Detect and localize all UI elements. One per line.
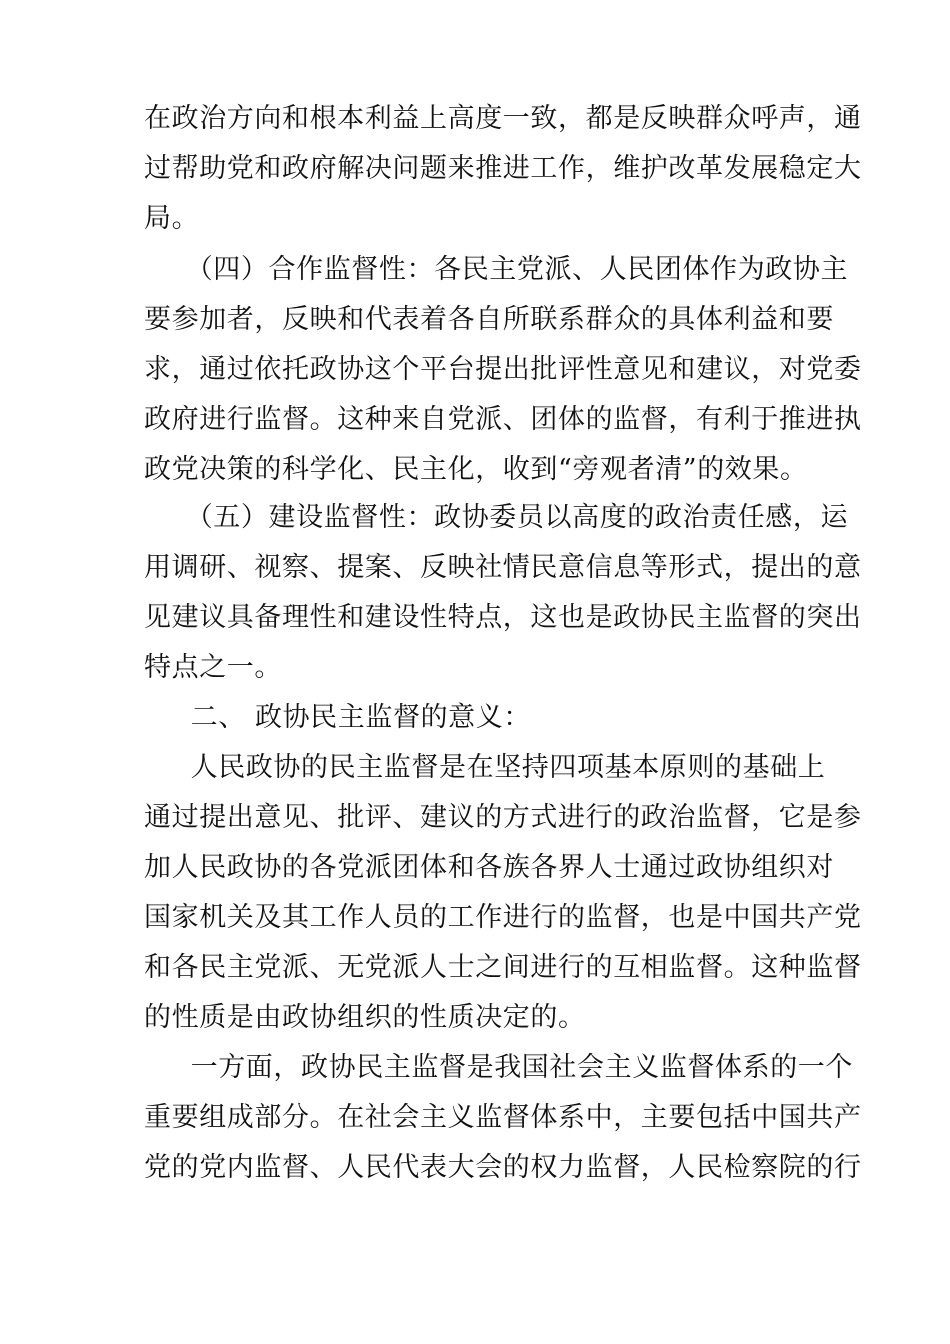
text-line: 党的党内监督、人民代表大会的权力监督，人民检察院的行: [144, 1152, 862, 1183]
text-line: 通过提出意见、批评、建议的方式进行的政治监督，它是参: [144, 802, 862, 833]
text-line: （四）合作监督性：各民主党派、人民团体作为政协主: [144, 254, 849, 285]
text-line: 的性质是由政协组织的性质决定的。: [144, 1002, 586, 1033]
text-line: 要参加者，反映和代表着各自所联系群众的具体利益和要: [144, 304, 834, 335]
text-line: 国家机关及其工作人员的工作进行的监督，也是中国共产党: [144, 902, 862, 933]
text-line: 在政治方向和根本利益上高度一致，都是反映群众呼声，通: [144, 103, 862, 134]
text-line: 政党决策的科学化、民主化，收到“旁观者清”的效果。: [144, 454, 808, 485]
text-line: 用调研、视察、提案、反映社情民意信息等形式，提出的意: [144, 552, 862, 583]
text-line: 加人民政协的各党派团体和各族各界人士通过政协组织对: [144, 852, 834, 883]
text-line: 见建议具备理性和建设性特点，这也是政协民主监督的突出: [144, 602, 862, 633]
text-line: 和各民主党派、无党派人士之间进行的互相监督。这种监督: [144, 952, 862, 983]
text-line: 政府进行监督。这种来自党派、团体的监督，有利于推进执: [144, 404, 862, 435]
text-line: 求，通过依托政协这个平台提出批评性意见和建议，对党委: [144, 354, 862, 385]
section-heading: 二、 政协民主监督的意义：: [163, 702, 531, 733]
text-line: （五）建设监督性：政协委员以高度的政治责任感，运: [144, 502, 849, 533]
text-line: 局。: [144, 203, 200, 234]
text-line: 重要组成部分。在社会主义监督体系中，主要包括中国共产: [144, 1102, 862, 1133]
text-line: 人民政协的民主监督是在坚持四项基本原则的基础上: [163, 752, 826, 783]
text-line: 一方面，政协民主监督是我国社会主义监督体系的一个: [163, 1052, 853, 1083]
text-line: 特点之一。: [144, 652, 282, 683]
text-line: 过帮助党和政府解决问题来推进工作，维护改革发展稳定大: [144, 153, 862, 184]
